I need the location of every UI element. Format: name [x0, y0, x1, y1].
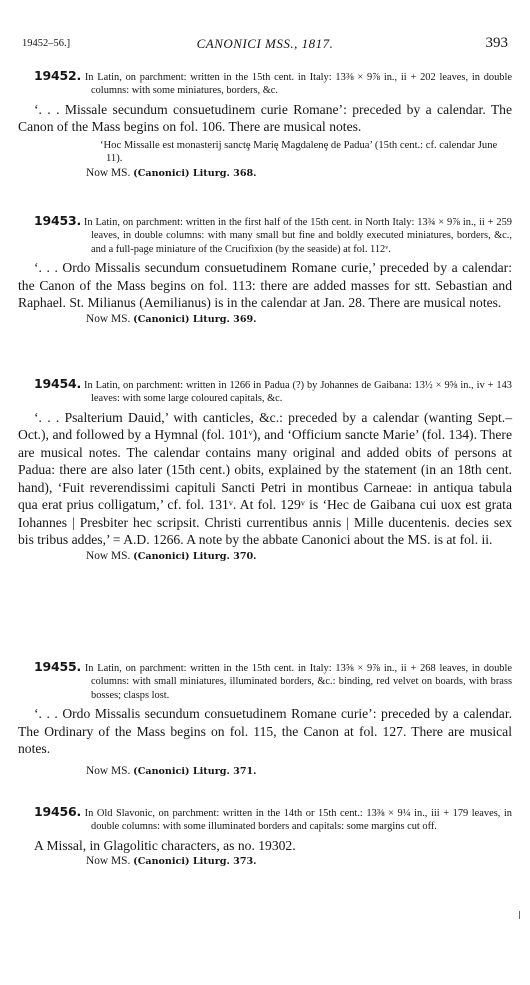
shelfmark-code: (Canonici) Liturg. 370.: [133, 550, 257, 562]
entry-description: [18, 805, 512, 834]
entry-number: 19456.: [34, 804, 82, 819]
entry-description: [18, 69, 512, 98]
entry-description: [18, 214, 512, 256]
shelfmark-code: (Canonici) Liturg. 373.: [133, 856, 257, 868]
entry-body: A Missal, in Glagolitic characters, as no. 19302.: [34, 837, 296, 853]
entry-body: ‘. . . Psalterium Dauid,’ with canticles, &c.: preceded by a calendar (wanting Sept.–Oct.), and followed by a Hymnal (fol. 101ᵛ), and ‘Officium sancte Marie’ (fol. 134). There are musical notes. The calendar contains many original and added obits of persons at Padua: there are also later (15th cent.) obits, explained by the statement (in an 18th cent. hand), ‘Fuit reverendissimi capituli Sancti Petri in montibus Carneae: in antiqua tabula qua erat prius colligatum,’ cf. fol. 131ᵛ. At fol. 129ᵛ is ‘Hec de Gaibana cui uox est grata Iohannes | Presbiter hec scripsit. Christi currentibus annis | Mille ducentenis. decies sex bis tribus addes,’ = A.D. 1266. A note by the abbate Canonici about the MS. is at fol. ii.: [18, 409, 512, 548]
entry-number: 19453.: [34, 213, 82, 228]
ownership-note: ‘Hoc Missalle est monasterij sanctȩ Marię Magdalenȩ de Padua’ (15th cent.: cf. calendar June 11).: [100, 139, 498, 165]
description-text: In Latin, on parchment: written in the first half of the 15th cent. in North Italy: 13¾ × 9⅞ in., ii + 259 leaves, in double columns: with many small but fine and boldly executed miniatures, borders, &c., and a full-page miniature of the Crucifixion (by the seaside) at fol. 112ᵛ.: [83, 217, 512, 255]
shelfmark-code: (Canonici) Liturg. 371.: [133, 765, 257, 777]
running-title: CANONICI MSS., 1817.: [196, 36, 334, 51]
running-header: [22, 36, 508, 54]
entry-number: 19452.: [34, 68, 82, 83]
entry-body: ‘. . . Ordo Missalis secundum consuetudinem Romane curie,’ preceded by a calendar: the Canon of the Mass begins on fol. 113: there are added masses for stt. Sebastian and Raphael. St. Milianus (Aemilianus) is in the calendar at Jan. 28. There are musical notes.: [18, 260, 512, 311]
description-text: In Latin, on parchment: written in the 15th cent. in Italy: 13⅜ × 9⅞ in., ii + 202 leaves, in double columns: with some miniatures, borders, &c.: [84, 72, 512, 97]
shelfmark: Now MS. (Canonici) Liturg. 370.: [86, 549, 257, 562]
shelfmark-code: (Canonici) Liturg. 368.: [133, 167, 257, 179]
margin-mark: [519, 911, 520, 919]
catalogue-entry-19454: [18, 377, 512, 564]
entry-description: [18, 660, 512, 702]
entry-description: [18, 377, 512, 406]
page-number: 393: [485, 35, 508, 51]
entry-range: 19452–56.]: [22, 38, 71, 49]
entry-number: 19454.: [34, 376, 82, 391]
description-text: In Latin, on parchment: written in the 15th cent. in Italy: 13⅝ × 9⅞ in., ii + 268 leaves, in double columns: with small miniatures, illuminated borders, &c.: binding, red velvet on boards, with brass bosses; clasps lost.: [84, 663, 512, 701]
description-text: In Old Slavonic, on parchment: written in the 14th or 15th cent.: 13⅜ × 9¼ in., iii + 179 leaves, in double columns: with some illuminated borders and capitals: some margins cut off.: [84, 808, 512, 833]
catalogue-entry-19453: [18, 214, 512, 327]
catalogue-entry-19455: [18, 660, 512, 779]
shelfmark: Now MS. (Canonici) Liturg. 371.: [86, 764, 257, 777]
description-text: In Latin, on parchment: written in 1266 in Padua (?) by Johannes de Gaibana: 13½ × 9⅝ in., iv + 143 leaves: with some large coloured capitals, &c.: [84, 380, 512, 405]
entry-body: ‘. . . Missale secundum consuetudinem curie Romane’: preceded by a calendar. The Canon of the Mass begins on fol. 106. There are musical notes.: [18, 101, 512, 135]
shelfmark-code: (Canonici) Liturg. 369.: [133, 313, 257, 325]
entry-number: 19455.: [34, 659, 82, 674]
catalogue-entry-19456: [18, 805, 512, 869]
shelfmark: Now MS. (Canonici) Liturg. 369.: [86, 312, 257, 325]
shelfmark: Now MS. (Canonici) Liturg. 373.: [86, 855, 257, 868]
entry-body: ‘. . . Ordo Missalis secundum consuetudinem Romane curie’: preceded by a calendar. The Ordinary of the Mass begins on fol. 115, the Canon at fol. 127. There are musical notes.: [18, 706, 512, 757]
shelfmark: Now MS. (Canonici) Liturg. 368.: [86, 166, 257, 179]
catalogue-entry-19452: [18, 69, 512, 181]
